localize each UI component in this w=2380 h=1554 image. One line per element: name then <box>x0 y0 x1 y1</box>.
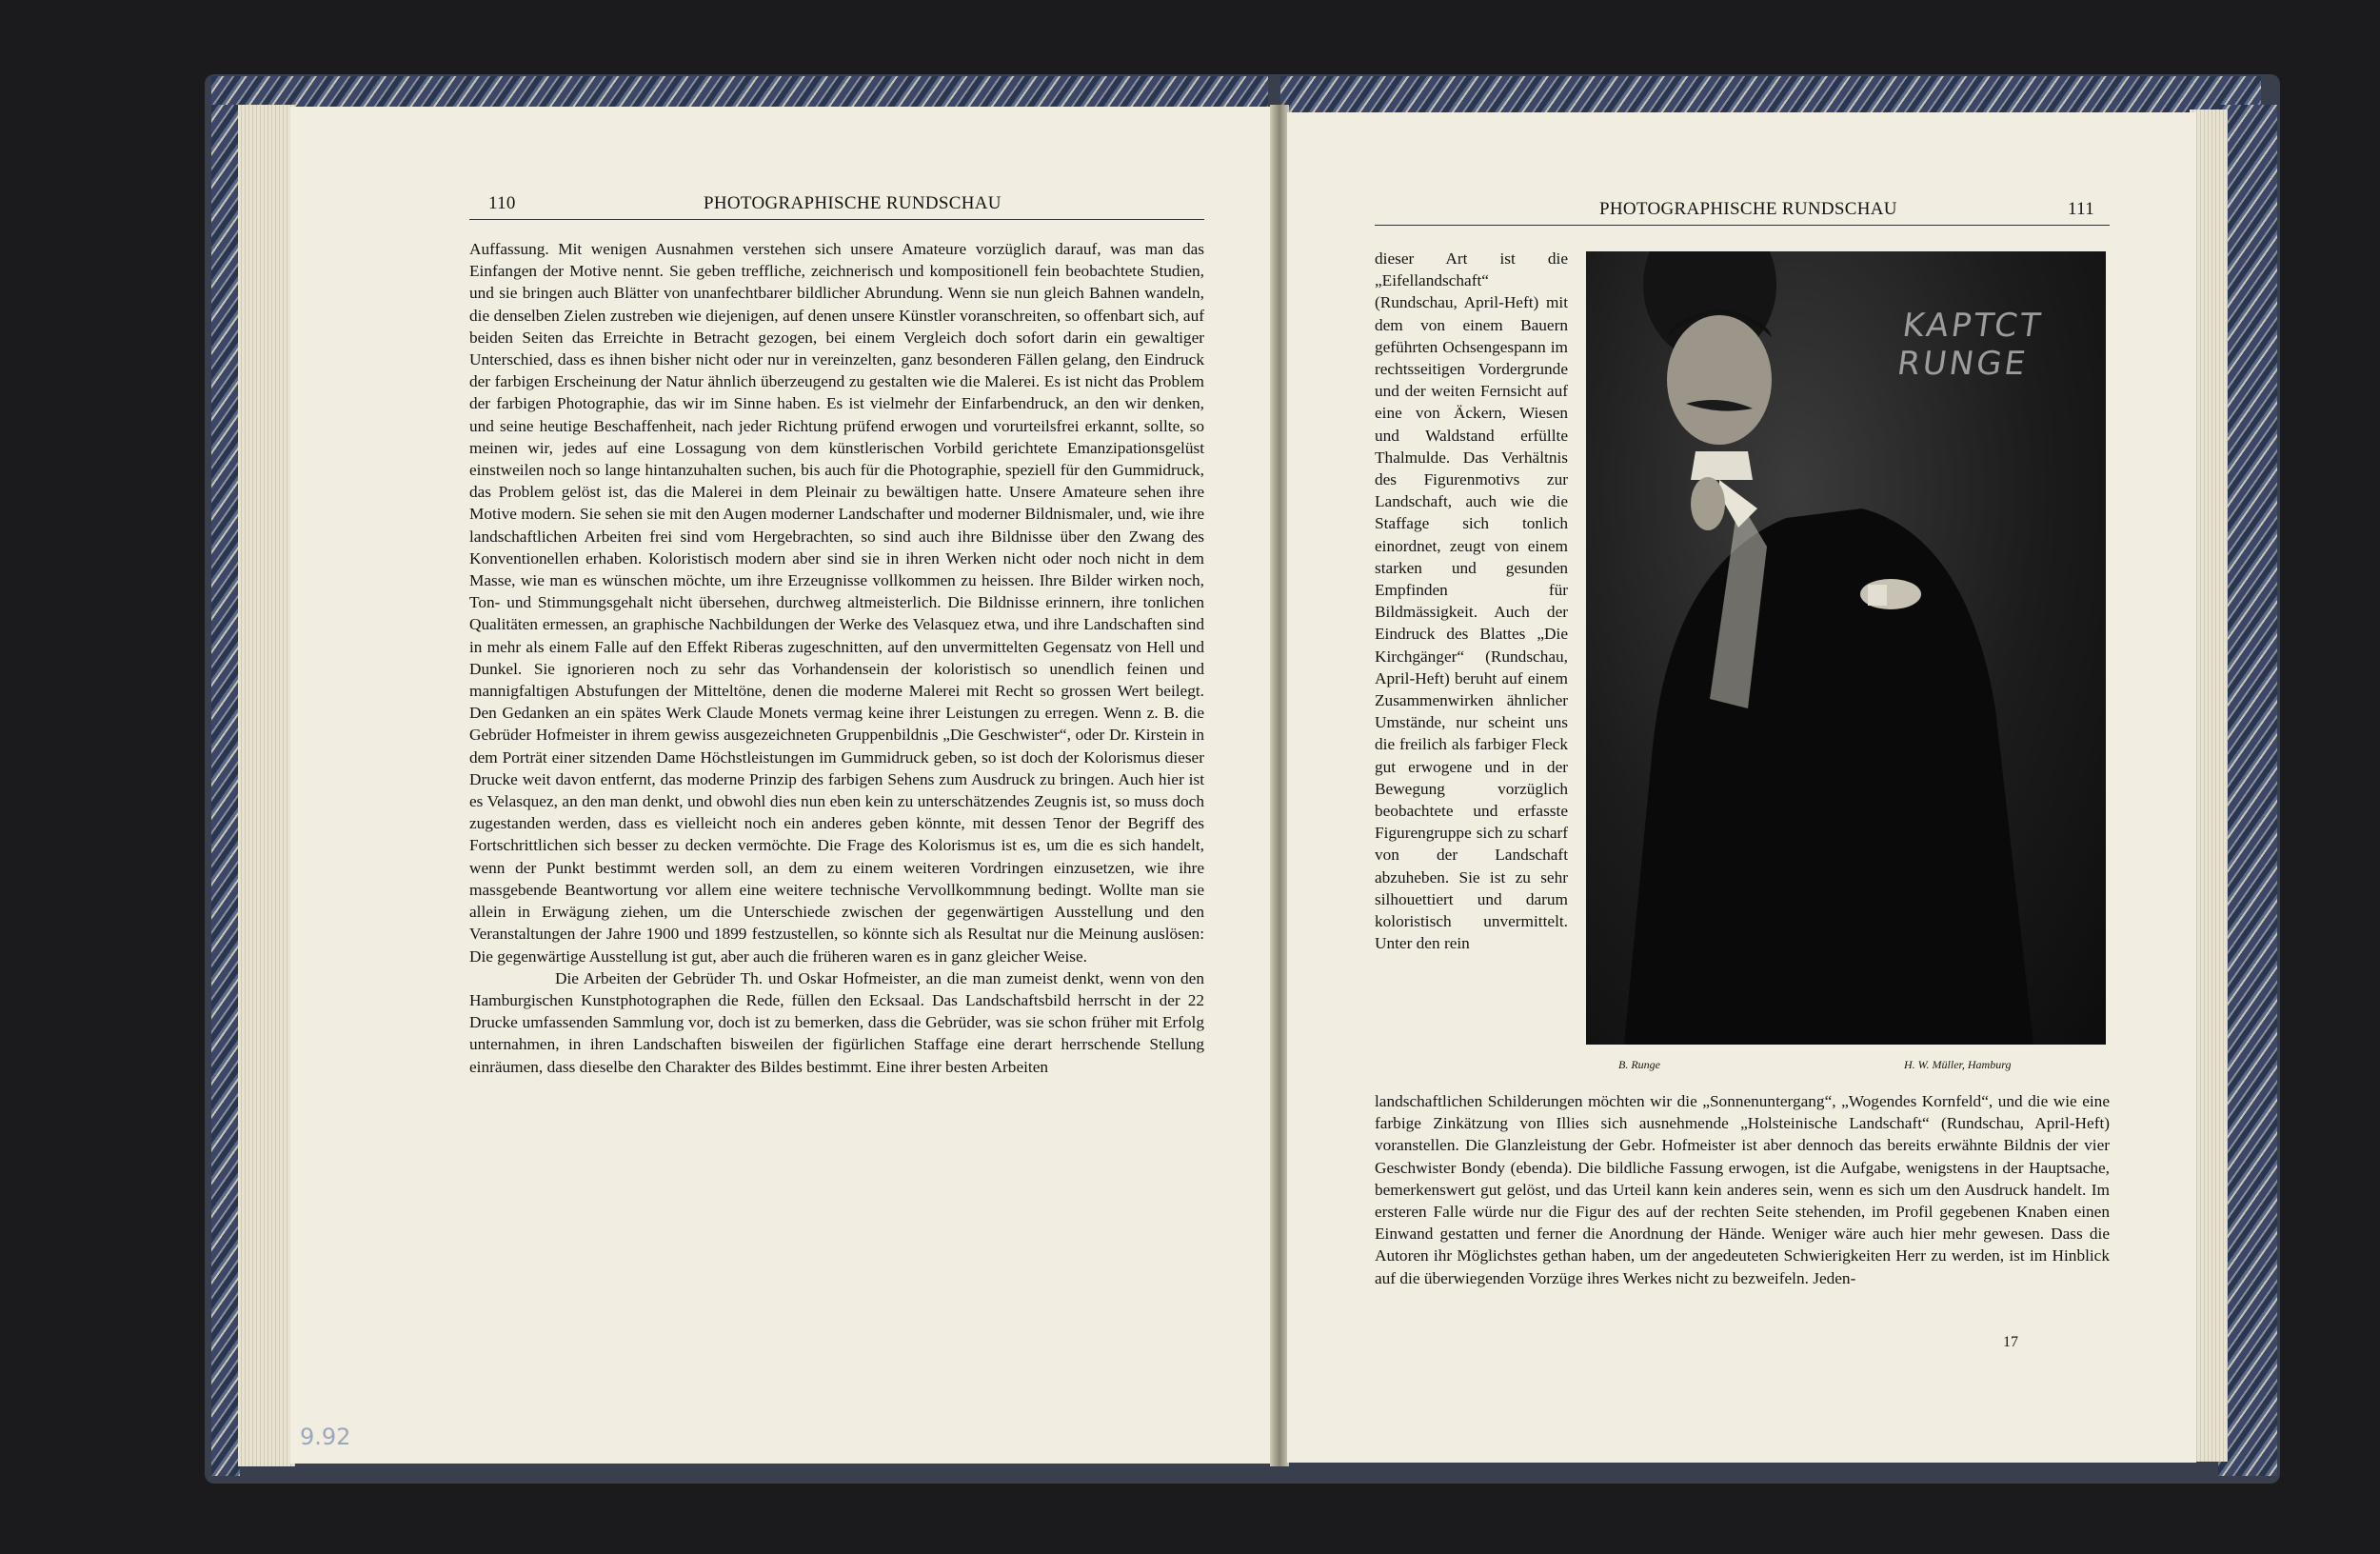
marbled-edge-left <box>211 105 240 1476</box>
header-rule-right <box>1375 225 2110 226</box>
portrait-photograph <box>1586 251 2106 1045</box>
photo-caption-author: B. Runge <box>1618 1058 1660 1071</box>
portrait-figure <box>1586 251 2106 1045</box>
photo-caption-photographer: H. W. Müller, Hamburg <box>1904 1058 2012 1071</box>
right-body-text: landschaftlichen Schilderungen möchten wir die „Sonnenuntergang“, „Wogendes Kornfeld“, und die wie eine farbige Zinkätzung von Illies sich ausnehmende „Holsteinische Landschaft“ (Rundschau, April-Heft) voranstellen. Die Glanzleistung der Gebr. Hofmeister ist aber dennoch das bereits erwähnte Bildnis der vier Geschwister Bondy (ebenda). Die bildliche Fassung erwogen, ist die Aufgabe, wenigstens in der Hauptsache, bemerkenswert gut gelöst, und das Urteil kann kein anderes sein, wenn es sich um den Ausdruck handelt. Im ersteren Falle würde nur die Figur des auf der rechten Seite stehenden, im Profil gegebenen Knaben einen Einwand gestatten und ferner die Anordnung der Hände. Weniger wäre auch hier mehr gewesen. Dass die Autoren ihr Möglichstes gethan haben, um der angedeuteten Schwierigkeiten Herr zu werden, ist im Hinblick auf die überwiegenden Vorzüge ihres Werkes nicht zu bezweifeln. Jeden- <box>1375 1092 2110 1287</box>
right-page <box>1287 112 2196 1463</box>
page-number-left: 110 <box>488 193 516 213</box>
header-rule-left <box>469 219 1204 220</box>
left-body-text <box>469 238 1204 1078</box>
paragraph: Die Arbeiten der Gebrüder Th. und Oskar Hofmeister, an die man zumeist denkt, wenn von den Hamburgischen Kunstphotographen die Rede, füllen den Ecksaal. Das Landschaftsbild herrscht in der 22 Drucke umfassenden Sammlung vor, doch ist zu bemerken, dass die Gebrüder, was sie schon früher mit Erfolg unternahmen, in ihren Landschaften bisweilen der figürlichen Staffage eine derart herrschende Stellung einräumen, dass dieselbe den Charakter des Bildes bestimmt. Eine ihrer besten Arbeiten <box>469 968 1204 1076</box>
marbled-edge-top-right <box>1280 76 2261 116</box>
painted-inscription: KAPTCT RUNGE <box>1894 307 2046 383</box>
paragraph: Auffassung. Mit wenigen Ausnahmen verstehen sich unsere Amateure vorzüglich darauf, was man das Einfangen der Motive nennt. Sie geben treffliche, zeichnerisch und kompositionell fein beobachtete Studien, und sie bringen auch Blätter von unanfechtbarer bildlicher Abrundung. Wenn sie nun gleich Bahnen wandeln, die denselben Zielen zustreben wie diejenigen, auf denen unsere Künstler voranschreiten, so offenbart sich, auf beiden Seiten das Erreichte in Betracht gezogen, bei einem Vergleich doch sofort darin ein gewaltiger Unterschied, dass es ihnen bisher nicht oder nur in vereinzelten, ganz besonderen Fällen gelang, den Eindruck der farbigen Erscheinung der Natur ähnlich überzeugend zu gestalten wie die Malerei. Es ist nicht das Problem der farbigen Photographie, das wir im Sinne haben. Es ist vielmehr der Einfarbendruck, an den wir denken, und seine heutige Beschaffenheit, nach jeder Richtung prüfend erwogen und vorurteilsfrei erkannt, sollte, so meinen wir, jedes auf eine Lossagung von dem künstlerischen Vorbild gerichtete Emanzipationsgelüst einstweilen noch so lange hintanzuhalten suchen, bis auch für die Photographie, speziell für den Gummidruck, das Problem gelöst ist, das die Malerei in dem Pleinair zu bewältigen hatte. Unsere Amateure sehen ihre Motive modern. Sie sehen sie mit den Augen moderner Landschafter und moderner Bildnismaler, und, wie ihre landschaftlichen Arbeiten frei sind vom Hergebrachten, so sind auch ihre Bildnisse über den Zwang des Konventionellen erhaben. Koloristisch modern aber sind sie in ihren Werken nicht oder noch nicht in dem Masse, wie man es wünschen möchte, um ihre Erzeugnisse vollkommen zu heissen. Ihre Bilder wirken noch, Ton- und Stimmungsgehalt nicht übersehen, durchweg altmeisterlich. Die Bildnisse erinnern, ihre tonlichen Qualitäten ermessen, an graphische Nachbildungen der Werke des Velasquez etwa, und ihre Landschaften sind in mehr als einem Falle auf den Effekt Riberas zugeschnitten, auf den unvermittelten Gegensatz von Hell und Dunkel. Sie ignorieren noch zu sehr das Vorhandensein der koloristisch so unendlich feinen und mannigfaltigen Abstufungen der Mitteltöne, denen die moderne Malerei mit Recht so grossen Wert beilegt. Den Gedanken an ein spätes Werk Claude Monets vermag keine ihrer Leistungen zu erregen. Wenn z. B. die Gebrüder Hofmeister in ihrem gewiss ausgezeichneten Gruppenbildnis „Die Geschwister“, oder Dr. Kirstein in dem Porträt einer sitzenden Dame Höchstleistungen im Gummidruck geben, so ist doch der Kolorismus dieser Drucke weit davon entfernt, das moderne Prinzip des farbigen Sehens zum Ausdruck zu bringen. Auch hier ist es Velasquez, an den man denkt, und obwohl dies nun eben kein zu unterschätzendes Zeugnis ist, so muss doch zugestanden werden, dass es vielleicht noch ein anderes geben könnte, mit dessen Tenor der Begriff des Fortschrittlichen sich besser zu decken vermöchte. Die Frage des Kolorismus ist es, um die es sich handelt, wenn der Punkt bestimmt werden soll, an dem zu einem weiteren Vordringen einzusetzen, wie ihre massgebende Beantwortung vor allem eine weitere technische Vervollkommnung bedingt. Wollte man sie allein in Erwägung ziehen, um die Unterschiede zwischen der gegenwärtigen Ausstellung und den Veranstaltungen der Jahre 1900 und 1899 festzustellen, so könnte sich als Resultat nur die Meinung auslösen: Die gegenwärtige Ausstellung ist gut, aber auch die früheren waren es in ganz gleicher Weise. <box>469 240 1204 966</box>
left-page <box>290 107 1271 1464</box>
signature-mark: 17 <box>2003 1334 2018 1350</box>
page-stack-left <box>238 105 295 1466</box>
pencil-mark: 9.92 <box>300 1424 351 1450</box>
running-head-right: PHOTOGRAPHISCHE RUNDSCHAU <box>1599 199 1897 219</box>
book-gutter <box>1270 105 1289 1466</box>
side-column-text: dieser Art ist die „Eifellandschaft“ (Rundschau, April-Heft) mit dem von einem Bauern geführten Ochsengespann im rechtsseitigen Vordergrunde und der weiten Fernsicht auf eine von Äckern, Wiesen und Waldstand erfüllte Thalmulde. Das Verhältnis des Figurenmotivs zur Landschaft, auch wie die Staffage sich tonlich einordnet, zeugt von einem starken und gesunden Empfinden für Bildmässigkeit. Auch der Eindruck des Blattes „Die Kirchgänger“ (Rundschau, April-Heft) beruht auf einem Zusammenwirken ähnlicher Umstände, nur scheint uns die freilich als farbiger Fleck gut erwogene und in der Bewegung vorzüglich beobachtete und erfasste Figurengruppe sich zu scharf von der Landschaft abzuheben. Sie ist zu sehr silhouettiert und darum koloristisch unvermittelt. Unter den rein <box>1375 249 1568 953</box>
page-number-right: 111 <box>2068 199 2094 219</box>
running-head-left: PHOTOGRAPHISCHE RUNDSCHAU <box>704 193 1002 213</box>
